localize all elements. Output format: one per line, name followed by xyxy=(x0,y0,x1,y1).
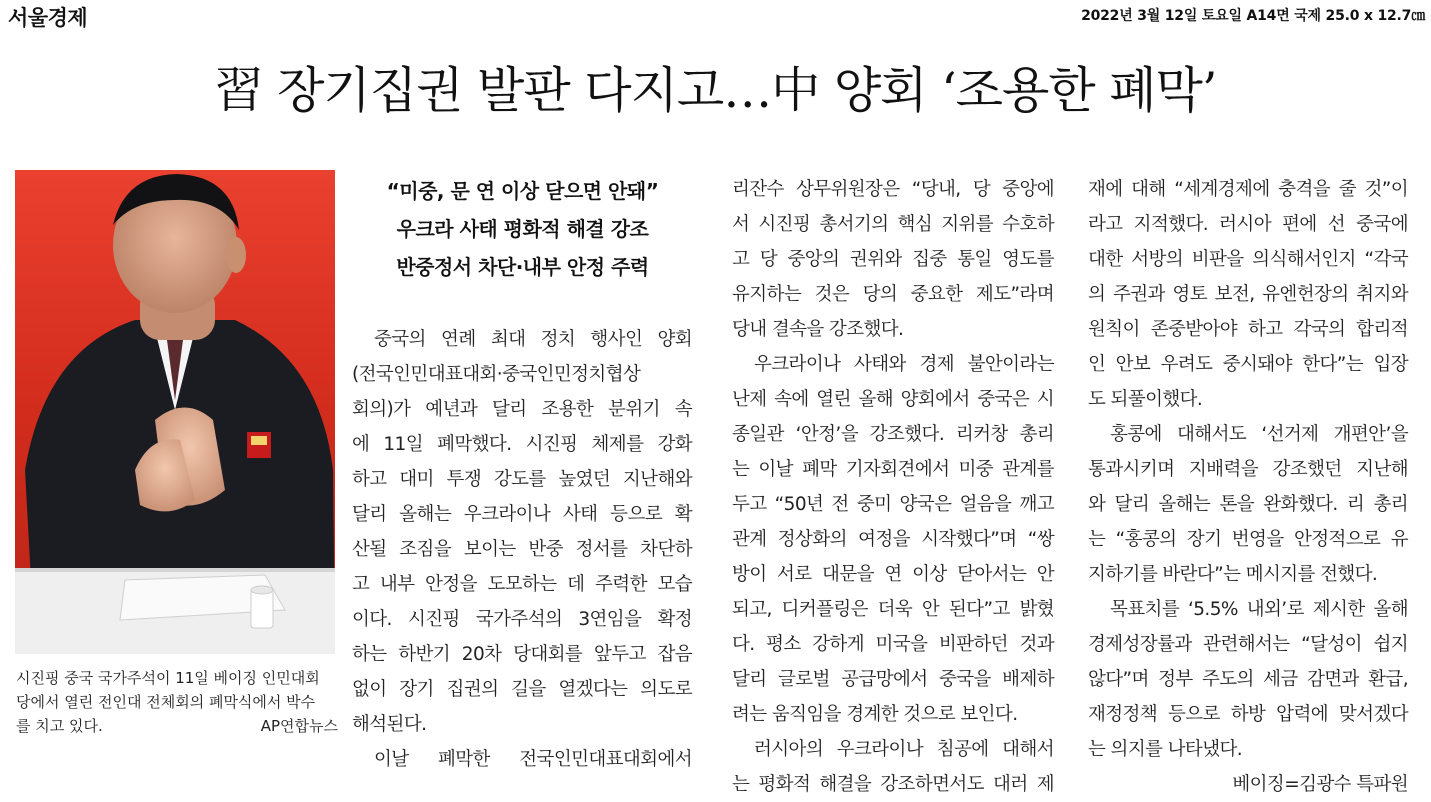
body-line: 관계 정상화의 여정을 시작했다”며 “쌍 xyxy=(732,529,1054,550)
body-line: 홍콩에 대해서도 ‘선거제 개편안’을 xyxy=(1110,424,1408,445)
subhead: 반중정서 차단·내부 안정 주력 xyxy=(396,255,649,279)
body-line: 되고, 디커플링은 더욱 안 된다”고 밝혔 xyxy=(732,599,1054,620)
body-line: 려는 움직임을 경계한 것으로 보인다. xyxy=(732,704,1018,725)
body-line: 와 달리 올해는 톤을 완화했다. 리 총리 xyxy=(1088,494,1408,515)
body-line: 우크라이나 사태와 경제 불안이라는 xyxy=(754,354,1054,375)
body-line: 중국의 연례 최대 정치 행사인 양회 xyxy=(374,329,692,350)
subhead: “미중, 문 연 이상 닫으면 안돼” xyxy=(386,179,659,203)
body-line: 고 내부 안정을 도모하는 데 주력한 모습 xyxy=(352,574,692,595)
publication-info: 2022년 3월 12일 토요일 A14면 국제 25.0 x 12.7㎝ xyxy=(1081,8,1425,24)
body-line: 방이 서로 대문을 연 이상 닫아서는 안 xyxy=(732,564,1054,585)
body-line: 않다”며 정부 주도의 세금 감면과 환급, xyxy=(1088,669,1408,690)
caption-line: 당에서 열린 전인대 전체회의 폐막식에서 박수 xyxy=(16,693,316,711)
body-column-1 xyxy=(352,322,692,777)
body-line: 리잔수 상무위원장은 “당내, 당 중앙에 xyxy=(732,179,1054,200)
body-line: 달리 글로벌 공급망에서 중국을 배제하 xyxy=(732,669,1054,690)
body-line: 는 의지를 나타냈다. xyxy=(1088,739,1243,760)
body-column-3 xyxy=(1088,172,1408,802)
body-line: 두고 “50년 전 중미 양국은 얼음을 깨고 xyxy=(732,494,1054,515)
body-line: 당내 결속을 강조했다. xyxy=(732,319,904,340)
body-line: 원칙이 존중받아야 하고 각국의 합리적 xyxy=(1088,319,1408,340)
subhead: 우크라 사태 평화적 해결 강조 xyxy=(396,217,649,241)
body-line: 고 당 중앙의 권위와 집중 통일 영도를 xyxy=(732,249,1054,270)
body-line: 통과시키며 지배력을 강조했던 지난해 xyxy=(1088,459,1408,480)
body-line: 대한 서방의 비판을 의식해서인지 “각국 xyxy=(1088,249,1408,270)
body-line: 목표치를 ‘5.5% 내외’로 제시한 올해 xyxy=(1110,599,1408,620)
body-line: 는 평화적 해결을 강조하면서도 대러 제 xyxy=(732,774,1054,795)
body-column-2 xyxy=(732,172,1054,802)
body-line: 이날 폐막한 전국인민대표대회에서 xyxy=(374,749,692,770)
body-line: 는 이날 폐막 기자회견에서 미중 관계를 xyxy=(732,459,1054,480)
reporter-byline: 베이징=김광수 특파원 xyxy=(1232,774,1408,795)
body-line: 다. 평소 강하게 미국을 비판하던 것과 xyxy=(732,634,1054,655)
body-line: 유지하는 것은 당의 중요한 제도”라며 xyxy=(732,284,1054,305)
body-line: 난제 속에 열린 올해 양회에서 중국은 시 xyxy=(732,389,1054,410)
newspaper-logo: 서울경제 xyxy=(8,6,88,30)
caption-line: 를 치고 있다. xyxy=(16,717,103,735)
photo-caption xyxy=(16,666,338,738)
body-line: 산될 조짐을 보이는 반중 정서를 차단하 xyxy=(352,539,692,560)
body-line: 없이 장기 집권의 길을 열겠다는 의도로 xyxy=(352,679,692,700)
body-line: 는 “홍콩의 장기 번영을 안정적으로 유 xyxy=(1088,529,1408,550)
caption-line: 시진핑 중국 국가주석이 11일 베이징 인민대회 xyxy=(16,669,320,687)
body-line: 재에 대해 “세계경제에 충격을 줄 것”이 xyxy=(1088,179,1408,200)
body-line: 종일관 ‘안정’을 강조했다. 리커창 총리 xyxy=(732,424,1054,445)
body-line: 해석된다. xyxy=(352,714,427,735)
body-line: 서 시진핑 총서기의 핵심 지위를 수호하 xyxy=(732,214,1054,235)
body-line: (전국인민대표대회·중국인민정치협상 xyxy=(352,364,641,385)
body-line: 의 주권과 영토 보전, 유엔헌장의 취지와 xyxy=(1088,284,1408,305)
article-headline: 習 장기집권 발판 다지고…中 양회 ‘조용한 폐막’ xyxy=(214,62,1217,119)
body-line: 인 안보 우려도 중시돼야 한다”는 입장 xyxy=(1088,354,1408,375)
body-line: 경제성장률과 관련해서는 “달성이 쉽지 xyxy=(1088,634,1408,655)
body-line: 이다. 시진핑 국가주석의 3연임을 확정 xyxy=(352,609,692,630)
body-line: 라고 지적했다. 러시아 편에 선 중국에 xyxy=(1088,214,1408,235)
body-line: 회의)가 예년과 달리 조용한 분위기 속 xyxy=(352,399,692,420)
photo-credit: AP연합뉴스 xyxy=(260,717,338,735)
article-photo xyxy=(15,170,335,654)
article-subheads xyxy=(350,172,695,286)
body-line: 하는 하반기 20차 당대회를 앞두고 잡음 xyxy=(352,644,692,665)
body-line: 하고 대미 투쟁 강도를 높였던 지난해와 xyxy=(352,469,692,490)
body-line: 러시아의 우크라이나 침공에 대해서 xyxy=(754,739,1054,760)
body-line: 지하기를 바란다”는 메시지를 전했다. xyxy=(1088,564,1378,585)
body-line: 달리 올해는 우크라이나 사태 등으로 확 xyxy=(352,504,692,525)
photo-illustration xyxy=(15,170,335,654)
body-line: 재정정책 등으로 하방 압력에 맞서겠다 xyxy=(1088,704,1408,725)
body-line: 도 되풀이했다. xyxy=(1088,389,1203,410)
body-line: 에 11일 폐막했다. 시진핑 체제를 강화 xyxy=(352,434,692,455)
